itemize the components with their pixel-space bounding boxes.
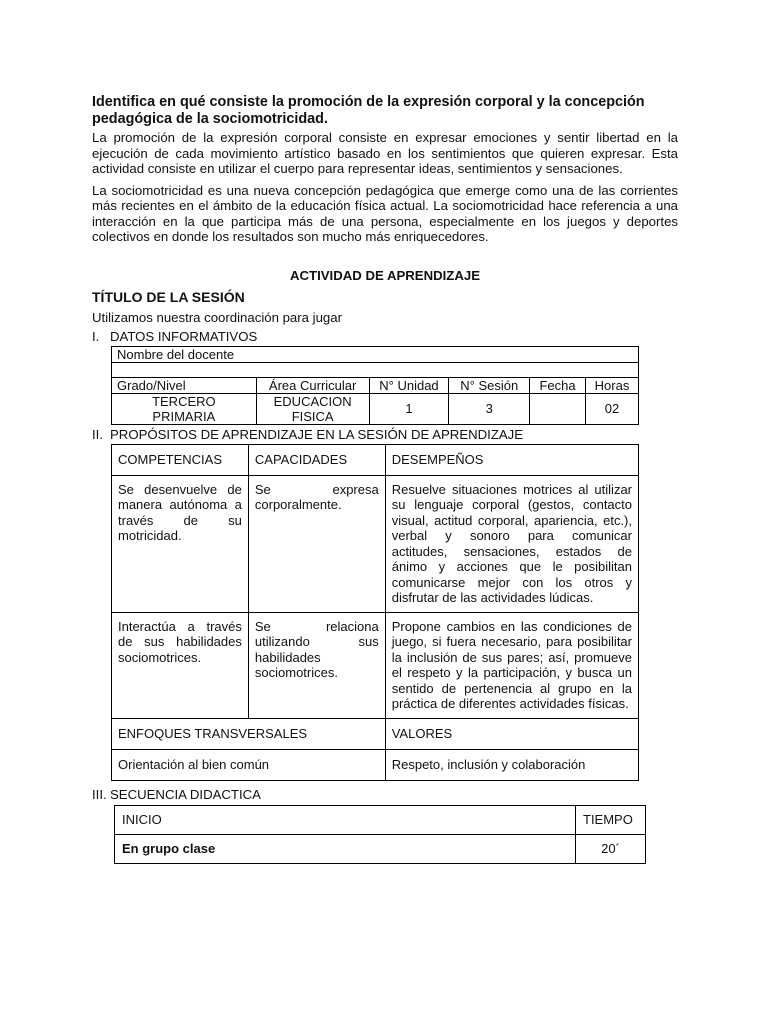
section-label: DATOS INFORMATIVOS bbox=[110, 328, 258, 344]
valor-cell: Respeto, inclusión y colaboración bbox=[385, 749, 638, 780]
enfoque-cell: Orientación al bien común bbox=[112, 749, 386, 780]
header-capacidades: CAPACIDADES bbox=[248, 444, 385, 475]
section-number: III. bbox=[92, 786, 107, 802]
paragraph-expresion-corporal: La promoción de la expresión corporal consiste en expresar emociones y sentir libertad en la ejecución de cada movimiento artístico basado en los sentimientos que quieren expresar. Esta actividad consiste en utilizar el cuerpo para representar ideas, sentimientos y sensaciones. bbox=[92, 130, 678, 176]
session-name: Utilizamos nuestra coordinación para jugar bbox=[92, 309, 342, 325]
secuencia-row bbox=[115, 834, 646, 863]
docente-label-cell: Nombre del docente bbox=[112, 346, 639, 362]
desempeno-cell: Resuelve situaciones motrices al utilizar su lenguaje corporal (gestos, contacto visual, actitud corporal, apariencia, etc.), verbal y sonoro para comunicar actitudes, sensaciones, estados de ánimo y acciones que le posibilitan comunicarse mejor con los otros y disfrutar de las actividades lúdicas. bbox=[385, 475, 638, 612]
competencia-cell: Interactúa a través de sus habilidades sociomotrices. bbox=[112, 612, 249, 718]
document-page bbox=[92, 94, 678, 864]
activity-title: ACTIVIDAD DE APRENDIZAJE bbox=[289, 267, 480, 283]
header-desempenos: DESEMPEÑOS bbox=[385, 444, 638, 475]
capacidad-cell: Se relaciona utilizando sus habilidades sociomotrices. bbox=[248, 612, 385, 718]
enfoques-row bbox=[112, 749, 639, 780]
docente-value-cell bbox=[112, 362, 639, 377]
enfoques-header-row bbox=[112, 718, 639, 749]
propositos-row bbox=[112, 475, 639, 612]
header-sesion: N° Sesión bbox=[449, 377, 530, 393]
header-competencias: COMPETENCIAS bbox=[112, 444, 249, 475]
value-area: EDUCACION FISICA bbox=[256, 393, 369, 424]
header-grado: Grado/Nivel bbox=[112, 377, 257, 393]
grupo-clase-cell: En grupo clase bbox=[115, 834, 576, 863]
datos-value-row bbox=[112, 393, 639, 424]
section-label: PROPÓSITOS DE APRENDIZAJE EN LA SESIÓN DE APRENDIZAJE bbox=[110, 426, 524, 442]
section-secuencia bbox=[92, 787, 678, 803]
section-propositos bbox=[92, 427, 678, 443]
header-area: Área Curricular bbox=[256, 377, 369, 393]
section-number: II. bbox=[92, 426, 103, 442]
propositos-header-row bbox=[112, 444, 639, 475]
session-title-label: TÍTULO DE LA SESIÓN bbox=[92, 288, 245, 305]
datos-header-row bbox=[112, 377, 639, 393]
value-sesion: 3 bbox=[449, 393, 530, 424]
paragraph-sociomotricidad: La sociomotricidad es una nueva concepción pedagógica que emerge como una de las corrientes más recientes en el ámbito de la educación física actual. La sociomotricidad hace referencia a una interacción en la que participa más de una persona, especialmente en los juegos y deportes colectivos en donde los resultados son mucho más enriquecedores. bbox=[92, 182, 678, 244]
header-fecha: Fecha bbox=[530, 377, 586, 393]
section-number: I. bbox=[92, 328, 100, 344]
propositos-row bbox=[112, 612, 639, 718]
header-unidad: N° Unidad bbox=[369, 377, 449, 393]
secuencia-table bbox=[114, 805, 646, 864]
capacidad-cell: Se expresa corporalmente. bbox=[248, 475, 385, 612]
minutos-cell: 20´ bbox=[576, 834, 646, 863]
header-horas: Horas bbox=[586, 377, 639, 393]
desempeno-cell: Propone cambios en las condiciones de juego, si fuera necesario, para posibilitar la inclusión de sus pares; así, promueve el respeto y la participación, y busca un sentido de pertenencia al grupo en la práctica de diferentes actividades físicas. bbox=[385, 612, 638, 718]
value-unidad: 1 bbox=[369, 393, 449, 424]
competencia-cell: Se desenvuelve de manera autónoma a través de su motricidad. bbox=[112, 475, 249, 612]
value-fecha bbox=[530, 393, 586, 424]
inicio-label: INICIO bbox=[115, 805, 576, 834]
section-datos-informativos bbox=[92, 329, 678, 345]
tiempo-label: TIEMPO bbox=[576, 805, 646, 834]
value-horas: 02 bbox=[586, 393, 639, 424]
datos-table bbox=[111, 346, 639, 425]
enfoques-label: ENFOQUES TRANSVERSALES bbox=[112, 718, 386, 749]
section-heading: Identifica en qué consiste la promoción de la expresión corporal y la concepción pedagógica de la sociomotricidad. bbox=[92, 94, 645, 127]
propositos-table bbox=[111, 444, 639, 781]
section-label: SECUENCIA DIDACTICA bbox=[110, 786, 261, 802]
secuencia-header-row bbox=[115, 805, 646, 834]
valores-label: VALORES bbox=[385, 718, 638, 749]
value-grado: TERCERO PRIMARIA bbox=[112, 393, 257, 424]
